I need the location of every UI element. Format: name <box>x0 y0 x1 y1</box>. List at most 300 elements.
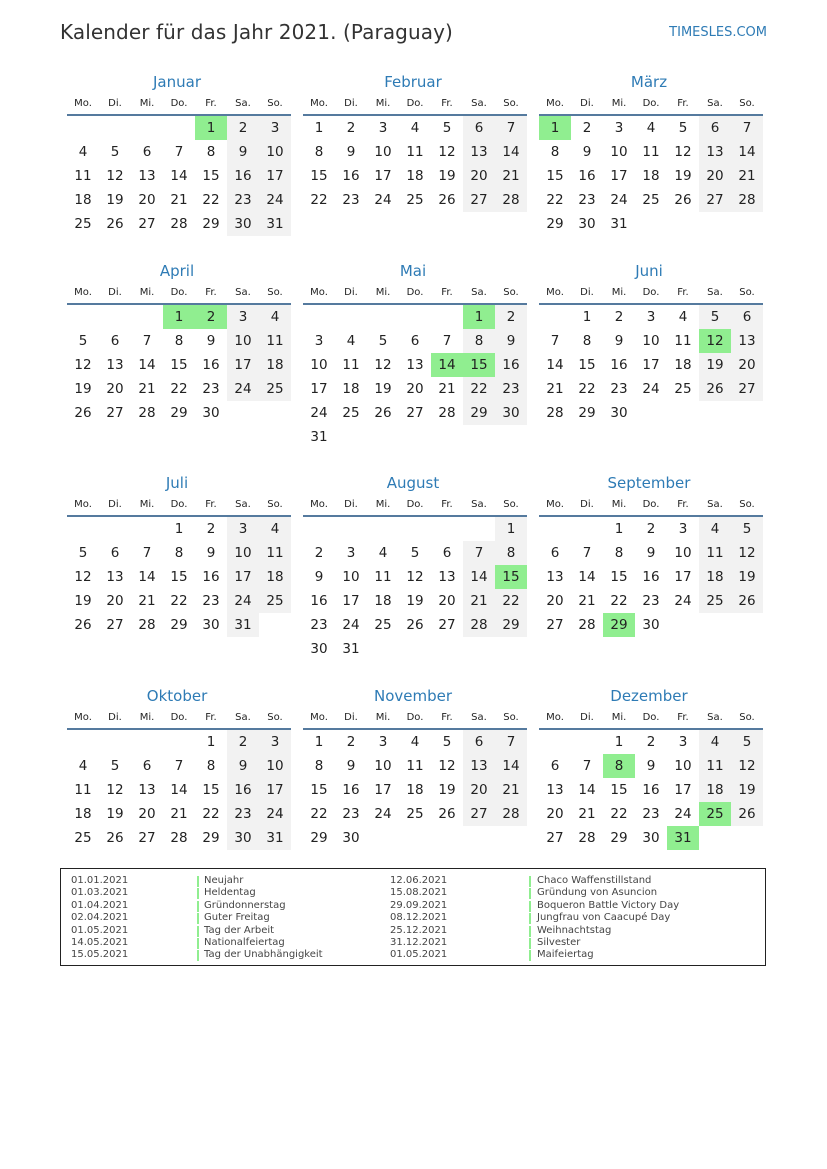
day-cell: 18 <box>406 168 424 184</box>
day-grid <box>539 730 763 850</box>
day-cell: 9 <box>346 144 356 160</box>
day-cell: 26 <box>438 192 456 208</box>
day-cell: 23 <box>310 617 328 633</box>
day-cell: 28 <box>578 617 596 633</box>
day-cell: 22 <box>546 192 564 208</box>
day-cell: 27 <box>138 830 156 846</box>
day-cell: 15 <box>610 782 628 798</box>
day-grid <box>303 730 527 850</box>
day-cell: 28 <box>170 216 188 232</box>
weekday-label: Di. <box>344 98 358 109</box>
empty-cell <box>539 517 571 541</box>
empty-cell <box>303 517 335 541</box>
day-cell: 10 <box>674 758 692 774</box>
day-cell: 16 <box>342 168 360 184</box>
day-cell: 25 <box>259 377 291 401</box>
day-cell: 9 <box>646 545 656 561</box>
empty-cell <box>367 305 399 329</box>
day-cell: 7 <box>142 545 152 561</box>
weekday-label: Di. <box>108 499 122 510</box>
weekday-label: Do. <box>642 98 660 109</box>
day-cell: 2 <box>614 309 624 325</box>
day-cell: 6 <box>550 758 560 774</box>
weekday-label: So. <box>739 287 755 298</box>
day-cell: 21 <box>578 593 596 609</box>
day-cell: 8 <box>495 541 527 565</box>
weekday-label: Mi. <box>611 712 627 723</box>
weekday-label: Do. <box>170 499 188 510</box>
weekday-label: Sa. <box>471 499 487 510</box>
day-cell: 7 <box>442 333 452 349</box>
day-cell: 8 <box>463 329 495 353</box>
weekday-header <box>303 283 527 305</box>
day-cell: 28 <box>463 613 495 637</box>
day-cell: 2 <box>346 734 356 750</box>
month-name: Juni <box>635 262 663 280</box>
month-name: Februar <box>384 73 442 91</box>
day-cell: 14 <box>138 357 156 373</box>
holiday-name: Maifeiertag <box>537 949 594 961</box>
day-cell: 4 <box>410 120 420 136</box>
day-cell: 12 <box>731 541 763 565</box>
day-cell: 11 <box>342 357 360 373</box>
day-cell: 19 <box>699 353 731 377</box>
day-cell: 20 <box>106 593 124 609</box>
day-cell: 4 <box>646 120 656 136</box>
day-cell: 30 <box>342 830 360 846</box>
holiday-name: Boqueron Battle Victory Day <box>537 899 680 911</box>
day-cell: 25 <box>374 617 392 633</box>
weekday-label: Do. <box>170 287 188 298</box>
day-cell: 7 <box>463 541 495 565</box>
holiday-date: 29.09.2021 <box>390 899 448 911</box>
day-cell: 25 <box>674 381 692 397</box>
holiday-name: Nationalfeiertag <box>204 937 285 948</box>
day-cell: 5 <box>442 734 452 750</box>
day-cell: 27 <box>731 377 763 401</box>
day-cell: 2 <box>314 545 324 561</box>
day-cell: 16 <box>642 569 660 585</box>
holiday-date: 12.06.2021 <box>390 875 448 886</box>
day-cell: 19 <box>731 778 763 802</box>
day-cell: 18 <box>74 806 92 822</box>
day-cell: 29 <box>202 216 220 232</box>
day-cell: 8 <box>550 144 560 160</box>
day-cell: 29 <box>170 405 188 421</box>
day-cell: 24 <box>259 188 291 212</box>
weekday-label: Mo. <box>310 287 328 298</box>
day-cell: 20 <box>546 593 564 609</box>
page-title: Kalender für das Jahr 2021. (Paraguay) <box>60 20 453 44</box>
holiday-marker <box>529 901 531 912</box>
empty-cell <box>539 730 571 754</box>
weekday-label: Do. <box>406 98 424 109</box>
weekday-label: Sa. <box>235 98 251 109</box>
day-cell: 2 <box>582 120 592 136</box>
day-cell: 24 <box>259 802 291 826</box>
day-cell: 27 <box>438 617 456 633</box>
weekday-label: Fr. <box>441 712 453 723</box>
day-cell: 10 <box>674 545 692 561</box>
day-cell: 1 <box>314 120 324 136</box>
empty-cell <box>539 305 571 329</box>
day-cell: 29 <box>578 405 596 421</box>
day-cell: 10 <box>310 357 328 373</box>
holiday-name: Tag der Arbeit <box>204 924 275 936</box>
holiday-day-cell: 2 <box>195 305 227 329</box>
weekday-header <box>303 708 527 730</box>
day-cell: 30 <box>310 641 328 657</box>
day-cell: 1 <box>206 734 216 750</box>
empty-cell <box>99 305 131 329</box>
day-cell: 13 <box>406 357 424 373</box>
day-cell: 8 <box>314 758 324 774</box>
day-cell: 5 <box>110 758 120 774</box>
day-cell: 9 <box>495 329 527 353</box>
weekday-label: Mo. <box>74 499 92 510</box>
day-cell: 23 <box>342 192 360 208</box>
weekday-label: So. <box>503 499 519 510</box>
day-cell: 28 <box>578 830 596 846</box>
day-cell: 23 <box>642 806 660 822</box>
day-cell: 29 <box>610 830 628 846</box>
day-cell: 6 <box>110 333 120 349</box>
day-cell: 9 <box>314 569 324 585</box>
holiday-date: 02.04.2021 <box>71 912 129 924</box>
day-cell: 5 <box>731 517 763 541</box>
day-cell: 9 <box>206 545 216 561</box>
weekday-label: Mi. <box>611 287 627 298</box>
day-cell: 17 <box>259 778 291 802</box>
day-cell: 16 <box>495 353 527 377</box>
weekday-label: Fr. <box>441 287 453 298</box>
day-cell: 7 <box>142 333 152 349</box>
day-cell: 6 <box>142 144 152 160</box>
day-cell: 14 <box>170 782 188 798</box>
day-cell: 4 <box>699 730 731 754</box>
weekday-label: Di. <box>344 499 358 510</box>
day-cell: 3 <box>227 305 259 329</box>
weekday-label: Fr. <box>441 499 453 510</box>
day-cell: 12 <box>74 569 92 585</box>
month-name: August <box>386 474 440 492</box>
day-cell: 10 <box>227 541 259 565</box>
day-cell: 25 <box>74 216 92 232</box>
day-cell: 13 <box>438 569 456 585</box>
day-cell: 25 <box>259 589 291 613</box>
weekday-label: Sa. <box>707 287 723 298</box>
holiday-date: 01.03.2021 <box>71 887 129 899</box>
day-cell: 18 <box>699 565 731 589</box>
day-grid <box>539 517 763 637</box>
day-cell: 12 <box>74 357 92 373</box>
day-cell: 27 <box>406 405 424 421</box>
day-cell: 20 <box>138 192 156 208</box>
weekday-label: Do. <box>406 287 424 298</box>
day-cell: 27 <box>463 188 495 212</box>
holiday-date: 31.12.2021 <box>390 937 448 948</box>
month-november <box>303 686 527 850</box>
day-cell: 21 <box>495 778 527 802</box>
day-cell: 1 <box>614 734 624 750</box>
day-cell: 4 <box>678 309 688 325</box>
day-cell: 16 <box>202 357 220 373</box>
day-cell: 9 <box>227 140 259 164</box>
weekday-label: So. <box>503 287 519 298</box>
day-cell: 14 <box>546 357 564 373</box>
day-cell: 13 <box>699 140 731 164</box>
day-cell: 10 <box>374 758 392 774</box>
weekday-label: Fr. <box>205 287 217 298</box>
day-cell: 8 <box>206 758 216 774</box>
day-cell: 11 <box>74 168 92 184</box>
day-cell: 7 <box>495 730 527 754</box>
day-cell: 19 <box>106 192 124 208</box>
holiday-marker <box>197 876 199 887</box>
holiday-name: Gründung von Asuncion <box>537 887 658 899</box>
month-name: November <box>373 687 453 705</box>
day-cell: 24 <box>227 377 259 401</box>
holiday-day-cell: 12 <box>699 329 731 353</box>
day-cell: 20 <box>463 164 495 188</box>
weekday-label: Mo. <box>74 98 92 109</box>
empty-cell <box>99 517 131 541</box>
weekday-label: Sa. <box>471 712 487 723</box>
weekday-label: Fr. <box>441 98 453 109</box>
day-cell: 3 <box>346 545 356 561</box>
weekday-label: Mo. <box>546 98 564 109</box>
day-cell: 24 <box>310 405 328 421</box>
empty-cell <box>99 116 131 140</box>
day-cell: 4 <box>346 333 356 349</box>
day-cell: 30 <box>578 216 596 232</box>
month-name: Mai <box>399 262 427 280</box>
day-cell: 5 <box>442 120 452 136</box>
day-cell: 23 <box>610 381 628 397</box>
holiday-marker <box>197 913 199 924</box>
day-cell: 1 <box>495 517 527 541</box>
day-cell: 17 <box>227 565 259 589</box>
day-cell: 30 <box>610 405 628 421</box>
month-oktober <box>67 686 291 850</box>
weekday-label: Sa. <box>235 287 251 298</box>
day-cell: 4 <box>78 758 88 774</box>
empty-cell <box>571 730 603 754</box>
weekday-label: Sa. <box>471 287 487 298</box>
day-cell: 19 <box>74 593 92 609</box>
day-cell: 27 <box>106 617 124 633</box>
day-cell: 25 <box>699 589 731 613</box>
day-cell: 4 <box>259 305 291 329</box>
weekday-label: So. <box>267 499 283 510</box>
day-cell: 27 <box>699 188 731 212</box>
holiday-name: Guter Freitag <box>204 912 270 924</box>
weekday-label: Do. <box>642 712 660 723</box>
day-cell: 16 <box>227 778 259 802</box>
weekday-label: Di. <box>580 98 594 109</box>
weekday-header <box>67 708 291 730</box>
day-cell: 25 <box>74 830 92 846</box>
weekday-label: Do. <box>642 287 660 298</box>
day-cell: 5 <box>78 545 88 561</box>
day-cell: 8 <box>174 545 184 561</box>
month-januar <box>67 72 291 236</box>
day-cell: 5 <box>78 333 88 349</box>
day-cell: 14 <box>578 782 596 798</box>
weekday-label: Di. <box>108 712 122 723</box>
holiday-day-cell: 15 <box>495 565 527 589</box>
empty-cell <box>131 517 163 541</box>
day-cell: 26 <box>699 377 731 401</box>
weekday-header <box>67 94 291 116</box>
holiday-name: Neujahr <box>204 875 244 886</box>
day-cell: 21 <box>463 589 495 613</box>
empty-cell <box>99 730 131 754</box>
weekday-label: Fr. <box>677 712 689 723</box>
day-cell: 5 <box>110 144 120 160</box>
day-cell: 24 <box>374 192 392 208</box>
day-cell: 22 <box>610 593 628 609</box>
holiday-day-cell: 15 <box>463 353 495 377</box>
weekday-header <box>303 94 527 116</box>
holiday-legend <box>60 868 766 966</box>
day-cell: 24 <box>610 192 628 208</box>
month-name: Oktober <box>146 687 208 705</box>
day-cell: 18 <box>642 168 660 184</box>
day-cell: 20 <box>731 353 763 377</box>
day-cell: 23 <box>227 188 259 212</box>
day-cell: 3 <box>378 734 388 750</box>
day-cell: 23 <box>342 806 360 822</box>
day-cell: 14 <box>495 754 527 778</box>
day-cell: 30 <box>495 401 527 425</box>
site-link[interactable]: TIMESLES.COM <box>669 25 767 40</box>
day-cell: 19 <box>74 381 92 397</box>
day-cell: 19 <box>374 381 392 397</box>
weekday-label: Mi. <box>375 98 391 109</box>
day-cell: 21 <box>170 192 188 208</box>
empty-cell <box>335 305 367 329</box>
holiday-marker <box>197 926 199 937</box>
day-grid <box>67 305 291 425</box>
weekday-label: Mi. <box>375 499 391 510</box>
day-cell: 7 <box>174 758 184 774</box>
month-august <box>303 473 527 661</box>
day-cell: 26 <box>106 216 124 232</box>
day-cell: 3 <box>614 120 624 136</box>
weekday-label: Do. <box>406 712 424 723</box>
weekday-label: Di. <box>580 712 594 723</box>
day-cell: 2 <box>495 305 527 329</box>
day-cell: 4 <box>410 734 420 750</box>
weekday-label: So. <box>739 98 755 109</box>
weekday-label: Sa. <box>707 499 723 510</box>
weekday-label: Di. <box>580 287 594 298</box>
day-cell: 3 <box>378 120 388 136</box>
day-cell: 28 <box>495 802 527 826</box>
day-grid <box>67 730 291 850</box>
holiday-name: Weihnachtstag <box>537 924 612 936</box>
day-cell: 16 <box>578 168 596 184</box>
day-cell: 4 <box>259 517 291 541</box>
day-cell: 11 <box>374 569 392 585</box>
day-cell: 5 <box>699 305 731 329</box>
day-cell: 13 <box>463 754 495 778</box>
day-cell: 26 <box>374 405 392 421</box>
day-cell: 16 <box>642 782 660 798</box>
weekday-label: Sa. <box>707 712 723 723</box>
day-cell: 23 <box>642 593 660 609</box>
weekday-header <box>539 708 763 730</box>
empty-cell <box>67 305 99 329</box>
weekday-label: Mi. <box>139 712 155 723</box>
day-cell: 22 <box>495 589 527 613</box>
day-cell: 18 <box>74 192 92 208</box>
day-cell: 25 <box>342 405 360 421</box>
day-cell: 18 <box>342 381 360 397</box>
day-cell: 15 <box>170 357 188 373</box>
day-cell: 22 <box>610 806 628 822</box>
day-cell: 21 <box>546 381 564 397</box>
day-cell: 3 <box>678 521 688 537</box>
empty-cell <box>67 116 99 140</box>
day-cell: 29 <box>546 216 564 232</box>
day-cell: 14 <box>138 569 156 585</box>
day-cell: 21 <box>138 593 156 609</box>
day-cell: 5 <box>410 545 420 561</box>
day-cell: 20 <box>699 164 731 188</box>
weekday-label: Mo. <box>546 287 564 298</box>
empty-cell <box>67 517 99 541</box>
day-cell: 26 <box>731 589 763 613</box>
month-name: März <box>630 73 668 91</box>
empty-cell <box>335 517 367 541</box>
day-cell: 10 <box>374 144 392 160</box>
weekday-label: Di. <box>344 287 358 298</box>
day-cell: 25 <box>642 192 660 208</box>
holiday-name: Silvester <box>537 937 581 948</box>
day-cell: 11 <box>74 782 92 798</box>
day-cell: 26 <box>74 405 92 421</box>
day-cell: 28 <box>731 188 763 212</box>
day-grid <box>303 517 527 661</box>
weekday-label: Di. <box>344 712 358 723</box>
day-cell: 19 <box>674 168 692 184</box>
day-cell: 20 <box>138 806 156 822</box>
month-märz <box>539 72 763 236</box>
day-cell: 7 <box>550 333 560 349</box>
weekday-label: Di. <box>580 499 594 510</box>
day-cell: 22 <box>202 806 220 822</box>
day-cell: 18 <box>259 353 291 377</box>
holiday-date: 08.12.2021 <box>390 912 448 924</box>
day-cell: 3 <box>314 333 324 349</box>
weekday-label: So. <box>503 712 519 723</box>
day-cell: 14 <box>731 140 763 164</box>
day-cell: 7 <box>495 116 527 140</box>
day-cell: 23 <box>202 381 220 397</box>
day-cell: 17 <box>259 164 291 188</box>
day-cell: 4 <box>78 144 88 160</box>
holiday-day-cell: 1 <box>163 305 195 329</box>
weekday-header <box>539 283 763 305</box>
weekday-label: Do. <box>406 499 424 510</box>
day-cell: 8 <box>614 545 624 561</box>
weekday-header <box>539 94 763 116</box>
day-cell: 27 <box>546 617 564 633</box>
day-cell: 24 <box>674 593 692 609</box>
day-cell: 29 <box>463 401 495 425</box>
